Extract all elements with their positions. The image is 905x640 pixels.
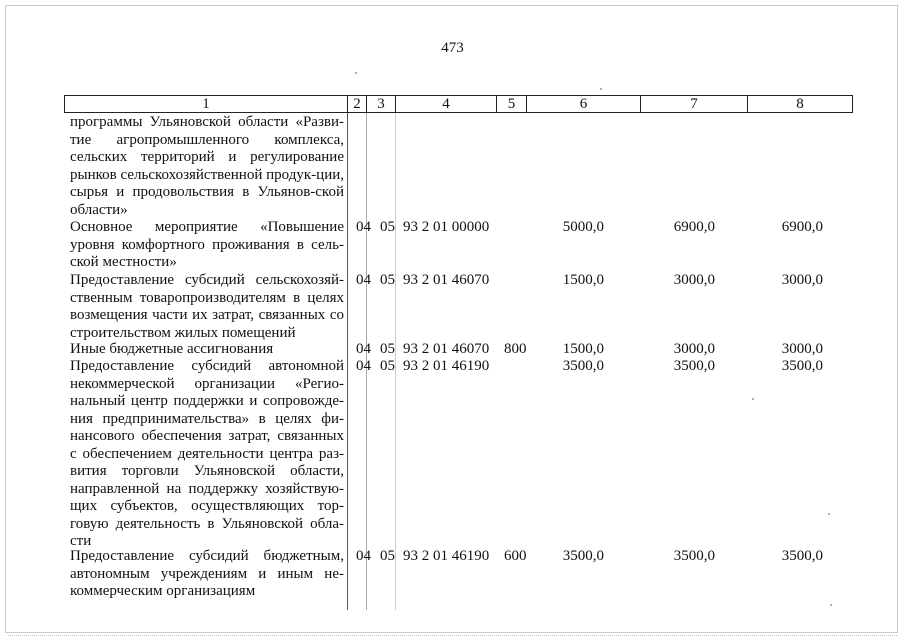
cell-amount-7: 3500,0 bbox=[673, 548, 715, 564]
cell-subsection: 05 bbox=[380, 548, 395, 564]
scan-speck bbox=[752, 398, 754, 400]
column-rule bbox=[395, 113, 396, 610]
cell-section: 04 bbox=[356, 548, 371, 564]
cell-amount-8: 3000,0 bbox=[781, 341, 823, 357]
column-header-7: 7 bbox=[640, 95, 747, 113]
row-description: Основное мероприятие «Повышение уровня комфортного проживания в сель-ской местности» bbox=[70, 219, 344, 270]
row-description: Иные бюджетные ассигнования bbox=[70, 341, 274, 357]
column-header-8: 8 bbox=[747, 95, 853, 113]
column-header-2: 2 bbox=[347, 95, 366, 113]
column-rule bbox=[347, 113, 348, 610]
cell-amount-8: 3500,0 bbox=[781, 358, 823, 374]
cell-subsection: 05 bbox=[380, 358, 395, 374]
cell-target-article: 93 2 01 46070 bbox=[403, 272, 490, 288]
cell-subsection: 05 bbox=[380, 219, 395, 235]
cell-amount-8: 3000,0 bbox=[781, 272, 823, 288]
cell-amount-6: 3500,0 bbox=[562, 358, 604, 374]
cell-amount-6: 1500,0 bbox=[562, 272, 604, 288]
scan-speck bbox=[600, 88, 602, 90]
scan-speck bbox=[355, 72, 357, 74]
row-description: Предоставление субсидий автономной некоммерческой организации «Регио-нальный центр поддержки и сопровожде-ния предпринимательства» в целях фи-нансового обеспечения затрат, связанных с обеспечением деятельности центра раз-вития торговли Ульяновской области, направленной на поддержку хозяйствую-щих субъектов, осуществляющих тор-говую деятельность в Ульяновской обла-сти bbox=[70, 358, 344, 549]
column-header-5: 5 bbox=[496, 95, 526, 113]
cell-section: 04 bbox=[356, 358, 371, 374]
cell-subsection: 05 bbox=[380, 272, 395, 288]
cell-amount-7: 3000,0 bbox=[673, 341, 715, 357]
column-header-3: 3 bbox=[366, 95, 395, 113]
cell-amount-6: 3500,0 bbox=[562, 548, 604, 564]
cell-target-article: 93 2 01 46190 bbox=[403, 548, 490, 564]
row-description: программы Ульяновской области «Разви-тие агропромышленного комплекса, сельских территорий и регулирование рынков сельскохозяйственной продук-ции, сырья и продовольствия в Ульянов-ской области» bbox=[70, 114, 344, 218]
cell-amount-8: 6900,0 bbox=[781, 219, 823, 235]
row-description: Предоставление субсидий бюджетным, автономным учреждениям и иным не-коммерческим организациям bbox=[70, 548, 344, 599]
cell-section: 04 bbox=[356, 341, 371, 357]
cell-expense-type: 800 bbox=[504, 341, 527, 357]
scan-speck bbox=[830, 604, 832, 606]
page-number: 473 bbox=[441, 40, 464, 56]
cell-amount-7: 3000,0 bbox=[673, 272, 715, 288]
cell-target-article: 93 2 01 00000 bbox=[403, 219, 490, 235]
scan-speck bbox=[828, 513, 830, 515]
cell-target-article: 93 2 01 46070 bbox=[403, 341, 490, 357]
cell-amount-7: 6900,0 bbox=[673, 219, 715, 235]
column-header-6: 6 bbox=[526, 95, 640, 113]
cell-section: 04 bbox=[356, 219, 371, 235]
cell-amount-6: 1500,0 bbox=[562, 341, 604, 357]
cell-amount-8: 3500,0 bbox=[781, 548, 823, 564]
cell-section: 04 bbox=[356, 272, 371, 288]
column-header-1: 1 bbox=[64, 95, 347, 113]
cell-amount-7: 3500,0 bbox=[673, 358, 715, 374]
row-description: Предоставление субсидий сельскохозяй-ственным товаропроизводителям в целях возмещения части их затрат, связанных со строительством жилых помещений bbox=[70, 272, 344, 341]
cell-expense-type: 600 bbox=[504, 548, 527, 564]
cell-amount-6: 5000,0 bbox=[562, 219, 604, 235]
scan-edge bbox=[8, 632, 897, 636]
cell-subsection: 05 bbox=[380, 341, 395, 357]
column-header-4: 4 bbox=[395, 95, 496, 113]
cell-target-article: 93 2 01 46190 bbox=[403, 358, 490, 374]
